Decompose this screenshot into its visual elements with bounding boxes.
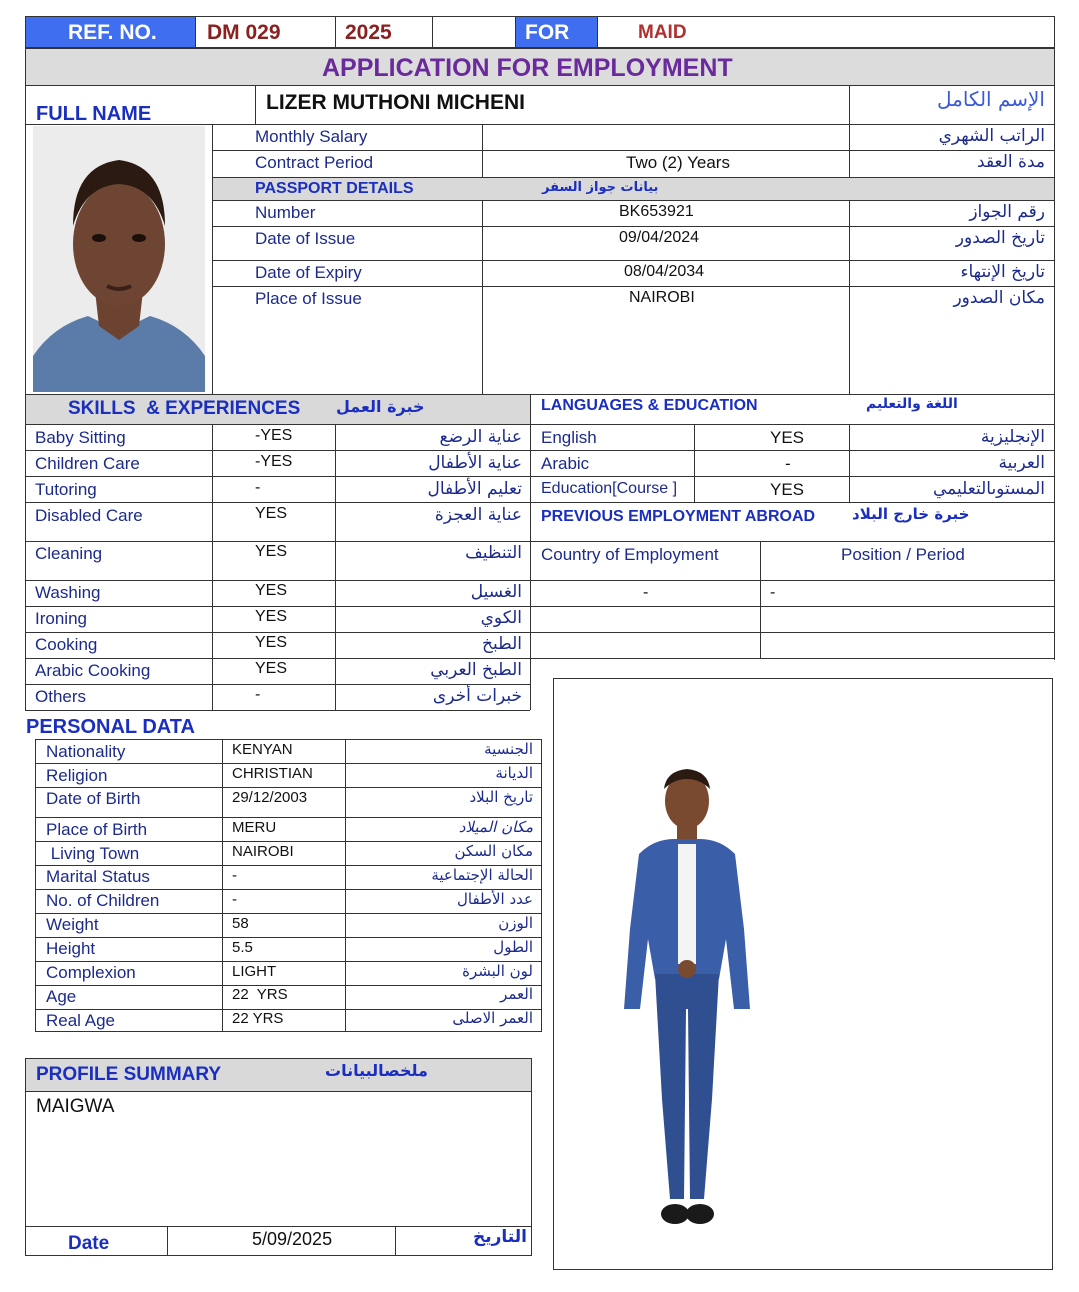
skills-title: SKILLS & EXPERIENCES bbox=[68, 398, 301, 419]
date-label: Date bbox=[68, 1233, 110, 1254]
skill-label: Cleaning bbox=[35, 544, 103, 563]
language-label-ar: العربية bbox=[998, 453, 1045, 473]
date-label-ar: التاريخ bbox=[473, 1227, 527, 1247]
skill-value: YES bbox=[255, 608, 288, 625]
skills-title-ar: خبرة العمل bbox=[336, 397, 425, 416]
skill-label: Ironing bbox=[35, 609, 87, 628]
personal-value: - bbox=[232, 891, 237, 908]
skill-label-ar: الطبخ bbox=[482, 634, 522, 654]
full-name-label: FULL NAME bbox=[36, 103, 152, 125]
personal-value: MERU bbox=[232, 819, 277, 836]
skill-label: Disabled Care bbox=[35, 506, 143, 525]
skill-label: Cooking bbox=[35, 635, 98, 654]
skill-value: YES bbox=[255, 505, 288, 522]
full-name-label-ar: الإسم الكامل bbox=[936, 87, 1045, 111]
position-applied: MAID bbox=[638, 22, 687, 43]
previous-employment-title-ar: خبرة خارج البلاد bbox=[852, 505, 970, 523]
language-label-ar: الإنجليزية bbox=[980, 427, 1045, 447]
personal-label: Living Town bbox=[46, 844, 140, 863]
skill-value: YES bbox=[255, 660, 288, 677]
personal-value: NAIROBI bbox=[232, 843, 294, 860]
personal-label-ar: تاريخ البلاد bbox=[469, 788, 533, 806]
skill-label-ar: الطبخ العربي bbox=[430, 660, 522, 680]
skill-label: Arabic Cooking bbox=[35, 661, 151, 680]
skill-value: -YES bbox=[255, 427, 293, 444]
previous-country-value: - bbox=[643, 584, 649, 601]
personal-label: Height bbox=[46, 939, 96, 958]
personal-label: Real Age bbox=[46, 1011, 115, 1030]
personal-label-ar: الوزن bbox=[498, 914, 533, 932]
skill-label-ar: تعليم الأطفال bbox=[427, 479, 522, 499]
personal-label-ar: الحالة الإجتماعية bbox=[431, 866, 533, 884]
language-value: - bbox=[785, 454, 791, 473]
personal-label-ar: الجنسية bbox=[484, 740, 533, 758]
skill-value: YES bbox=[255, 582, 288, 599]
personal-label: Nationality bbox=[46, 742, 126, 761]
languages-title: LANGUAGES & EDUCATION bbox=[541, 397, 758, 414]
personal-label-ar: عدد الأطفال bbox=[457, 890, 533, 908]
contract-period-value: Two (2) Years bbox=[626, 153, 730, 172]
skill-label-ar: التنظيف bbox=[465, 543, 522, 563]
skill-label-ar: الغسيل bbox=[470, 582, 522, 602]
passport-issue-label: Date of Issue bbox=[255, 229, 356, 248]
personal-value: KENYAN bbox=[232, 741, 293, 758]
personal-label: Date of Birth bbox=[46, 789, 141, 808]
profile-summary-title-ar: ملخصالبيانات bbox=[325, 1061, 428, 1080]
skill-label-ar: الكوي bbox=[480, 608, 522, 628]
personal-value: 22 YRS bbox=[232, 1010, 284, 1027]
personal-label-ar: مكان السكن bbox=[454, 842, 533, 860]
personal-label-ar: الطول bbox=[493, 938, 533, 956]
language-label: Arabic bbox=[541, 454, 590, 473]
personal-label-ar: لون البشرة bbox=[462, 962, 533, 980]
skill-label-ar: عناية الأطفال bbox=[428, 453, 522, 473]
personal-label-ar: مكان الميلاد bbox=[458, 818, 533, 836]
position-period-header: Position / Period bbox=[841, 545, 965, 564]
salary-label-ar: الراتب الشهري bbox=[938, 126, 1045, 146]
country-of-employment-header: Country of Employment bbox=[541, 545, 719, 564]
passport-number-label: Number bbox=[255, 203, 316, 222]
page-title: APPLICATION FOR EMPLOYMENT bbox=[322, 54, 733, 82]
skill-value: YES bbox=[255, 543, 288, 560]
personal-value: 58 bbox=[232, 915, 249, 932]
personal-label-ar: العمر bbox=[500, 985, 533, 1003]
personal-value: 22 YRS bbox=[232, 986, 288, 1003]
passport-number-label-ar: رقم الجواز bbox=[969, 202, 1045, 222]
personal-value: CHRISTIAN bbox=[232, 765, 313, 782]
skill-label: Tutoring bbox=[35, 480, 97, 499]
skill-label: Washing bbox=[35, 583, 101, 602]
personal-data-title: PERSONAL DATA bbox=[26, 716, 195, 738]
skill-value: - bbox=[255, 686, 261, 703]
contract-period-label-ar: مدة العقد bbox=[977, 152, 1045, 172]
passport-expiry-label-ar: تاريخ الإنتهاء bbox=[960, 262, 1045, 282]
passport-place-value: NAIROBI bbox=[629, 289, 695, 306]
education-value: YES bbox=[770, 480, 805, 499]
profile-summary-text: MAIGWA bbox=[36, 1096, 115, 1117]
salary-label: Monthly Salary bbox=[255, 127, 368, 146]
previous-employment-title: PREVIOUS EMPLOYMENT ABROAD bbox=[541, 508, 816, 525]
skill-value: - bbox=[255, 479, 261, 496]
personal-value: LIGHT bbox=[232, 963, 277, 980]
personal-value: 5.5 bbox=[232, 939, 253, 956]
passport-issue-value: 09/04/2024 bbox=[619, 229, 700, 246]
education-label-ar: المستوىالتعليمي bbox=[933, 479, 1045, 499]
personal-value: - bbox=[232, 867, 237, 884]
education-label: Education[Course ] bbox=[541, 480, 678, 497]
skill-label-ar: عناية الرضع bbox=[439, 427, 522, 447]
passport-issue-label-ar: تاريخ الصدور bbox=[955, 228, 1045, 248]
passport-title-ar: بيانات جواز السفر bbox=[542, 180, 659, 195]
languages-title-ar: اللغة والتعليم bbox=[866, 396, 958, 412]
for-label: FOR bbox=[525, 21, 570, 44]
ref-code: DM 029 bbox=[207, 21, 281, 44]
personal-label: Complexion bbox=[46, 963, 136, 982]
ref-label: REF. NO. bbox=[68, 21, 157, 44]
passport-photo bbox=[33, 126, 205, 392]
passport-expiry-value: 08/04/2034 bbox=[624, 263, 705, 280]
passport-place-label: Place of Issue bbox=[255, 289, 362, 308]
skill-value: -YES bbox=[255, 453, 293, 470]
full-name-value: LIZER MUTHONI MICHENI bbox=[266, 91, 525, 114]
previous-position-value: - bbox=[770, 584, 776, 601]
skill-label: Others bbox=[35, 687, 87, 706]
personal-label: Marital Status bbox=[46, 867, 150, 886]
personal-value: 29/12/2003 bbox=[232, 789, 308, 806]
date-value: 5/09/2025 bbox=[252, 1229, 333, 1249]
ref-year: 2025 bbox=[345, 21, 392, 44]
skill-label-ar: عناية العجزة bbox=[434, 505, 522, 525]
passport-expiry-label: Date of Expiry bbox=[255, 263, 362, 282]
passport-place-label-ar: مكان الصدور bbox=[953, 288, 1045, 308]
language-label: English bbox=[541, 428, 597, 447]
personal-label: Place of Birth bbox=[46, 820, 148, 839]
personal-label-ar: العمر الاصلى bbox=[452, 1009, 533, 1027]
skill-value: YES bbox=[255, 634, 288, 651]
personal-label: Age bbox=[46, 987, 77, 1006]
contract-period-label: Contract Period bbox=[255, 153, 374, 172]
personal-label-ar: الديانة bbox=[495, 764, 533, 782]
personal-label: Religion bbox=[46, 766, 108, 785]
skill-label: Children Care bbox=[35, 454, 140, 473]
skill-label: Baby Sitting bbox=[35, 428, 126, 447]
skill-label-ar: خبرات أخرى bbox=[432, 686, 522, 706]
passport-number-value: BK653921 bbox=[619, 203, 694, 220]
profile-summary-title: PROFILE SUMMARY bbox=[36, 1064, 222, 1085]
personal-label: No. of Children bbox=[46, 891, 160, 910]
full-body-photo bbox=[553, 678, 1053, 1270]
passport-title: PASSPORT DETAILS bbox=[255, 180, 414, 197]
personal-label: Weight bbox=[46, 915, 99, 934]
language-value: YES bbox=[770, 428, 805, 447]
